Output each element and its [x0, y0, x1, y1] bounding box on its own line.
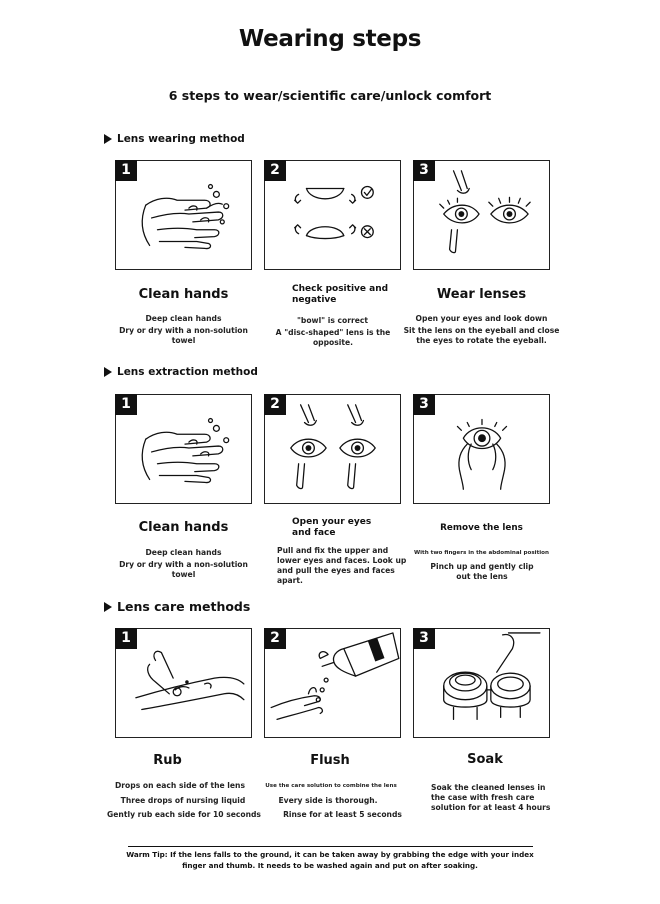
step-number: 3: [413, 394, 435, 415]
panel-extraction-3: [413, 394, 550, 504]
rub-lens-palm-icon: [116, 629, 251, 737]
section-heading-text: Lens extraction method: [117, 366, 258, 378]
step-line: A "disc-shaped" lens is the opposite.: [275, 328, 391, 347]
section-heading-text: Lens care methods: [117, 599, 251, 614]
step-number: 2: [264, 628, 286, 649]
triangle-bullet-icon: [104, 367, 112, 377]
triangle-bullet-icon: [104, 602, 112, 612]
step-title: Flush: [310, 753, 350, 768]
step-title: Wear lenses: [436, 287, 527, 302]
pinch-lens-icon: [414, 395, 549, 503]
flush-solution-bottle-icon: [265, 629, 400, 737]
step-number: 1: [115, 160, 137, 181]
panel-care-1: [115, 628, 252, 738]
lens-case-icon: [414, 629, 549, 737]
section-heading-care: [104, 599, 250, 614]
step-title: Soak: [467, 752, 503, 767]
step-title: Rub: [153, 753, 182, 768]
step-number: 2: [264, 394, 286, 415]
step-line: "bowl" is correct: [296, 316, 369, 325]
section-heading-wearing: [104, 133, 245, 145]
warm-tip: Warm Tip: If the lens falls to the ground, it can be taken away by grabbing the edge with your index finger and thumb. It needs to be washed again and put on after soaking.: [126, 850, 534, 870]
panel-care-3: [413, 628, 550, 738]
check-icon: [361, 187, 373, 199]
washing-hands-icon: [116, 161, 251, 269]
step-line: Rinse for at least 5 seconds: [283, 810, 402, 819]
step-line: Deep clean hands: [145, 314, 222, 323]
step-line: Use the care solution to combine the lens: [265, 783, 397, 789]
tip-divider: [128, 846, 533, 847]
section-heading-text: Lens wearing method: [117, 133, 245, 145]
eye-wear-lens-icon: [414, 161, 549, 269]
step-title: Remove the lens: [440, 523, 523, 533]
triangle-bullet-icon: [104, 134, 112, 144]
section-heading-extraction: [104, 366, 258, 378]
step-line: Sit the lens on the eyeball and close the eyes to rotate the eyeball.: [403, 326, 560, 345]
step-title: Clean hands: [138, 520, 229, 535]
step-number: 1: [115, 394, 137, 415]
step-line: Three drops of nursing liquid: [120, 796, 246, 805]
step-line: Dry or dry with a non-solution towel: [119, 326, 248, 345]
panel-care-2: [264, 628, 401, 738]
panel-wearing-2: [264, 160, 401, 270]
page-subtitle: 6 steps to wear/scientific care/unlock comfort: [168, 88, 492, 103]
step-line: Soak the cleaned lenses in the case with fresh care solution for at least 4 hours: [431, 783, 551, 812]
panel-wearing-1: [115, 160, 252, 270]
washing-hands-icon: [116, 395, 251, 503]
step-number: 3: [413, 160, 435, 181]
step-number: 2: [264, 160, 286, 181]
panel-wearing-3: [413, 160, 550, 270]
eye-open-lids-icon: [265, 395, 400, 503]
step-line: Every side is thorough.: [278, 796, 378, 805]
panel-extraction-1: [115, 394, 252, 504]
cross-icon: [361, 226, 373, 238]
step-title: Clean hands: [138, 287, 229, 302]
step-line: Pull and fix the upper and lower eyes and faces. Look up and pull the eyes and faces apart.: [277, 546, 407, 585]
step-number: 3: [413, 628, 435, 649]
step-line: Open your eyes and look down: [415, 314, 548, 323]
step-line: Deep clean hands: [145, 548, 222, 557]
step-line: With two fingers in the abdominal position: [413, 550, 550, 556]
step-line: Pinch up and gently clip out the lens: [430, 562, 534, 581]
panel-extraction-2: [264, 394, 401, 504]
step-line: Dry or dry with a non-solution towel: [119, 560, 248, 579]
page-title: Wearing steps: [238, 26, 422, 52]
step-line: Gently rub each side for 10 seconds: [107, 810, 261, 819]
lens-bowl-check-icon: [265, 161, 400, 269]
step-number: 1: [115, 628, 137, 649]
step-title: Open your eyes and face: [292, 517, 372, 538]
step-title: Check positive and negative: [292, 284, 389, 305]
step-line: Drops on each side of the lens: [115, 781, 245, 790]
